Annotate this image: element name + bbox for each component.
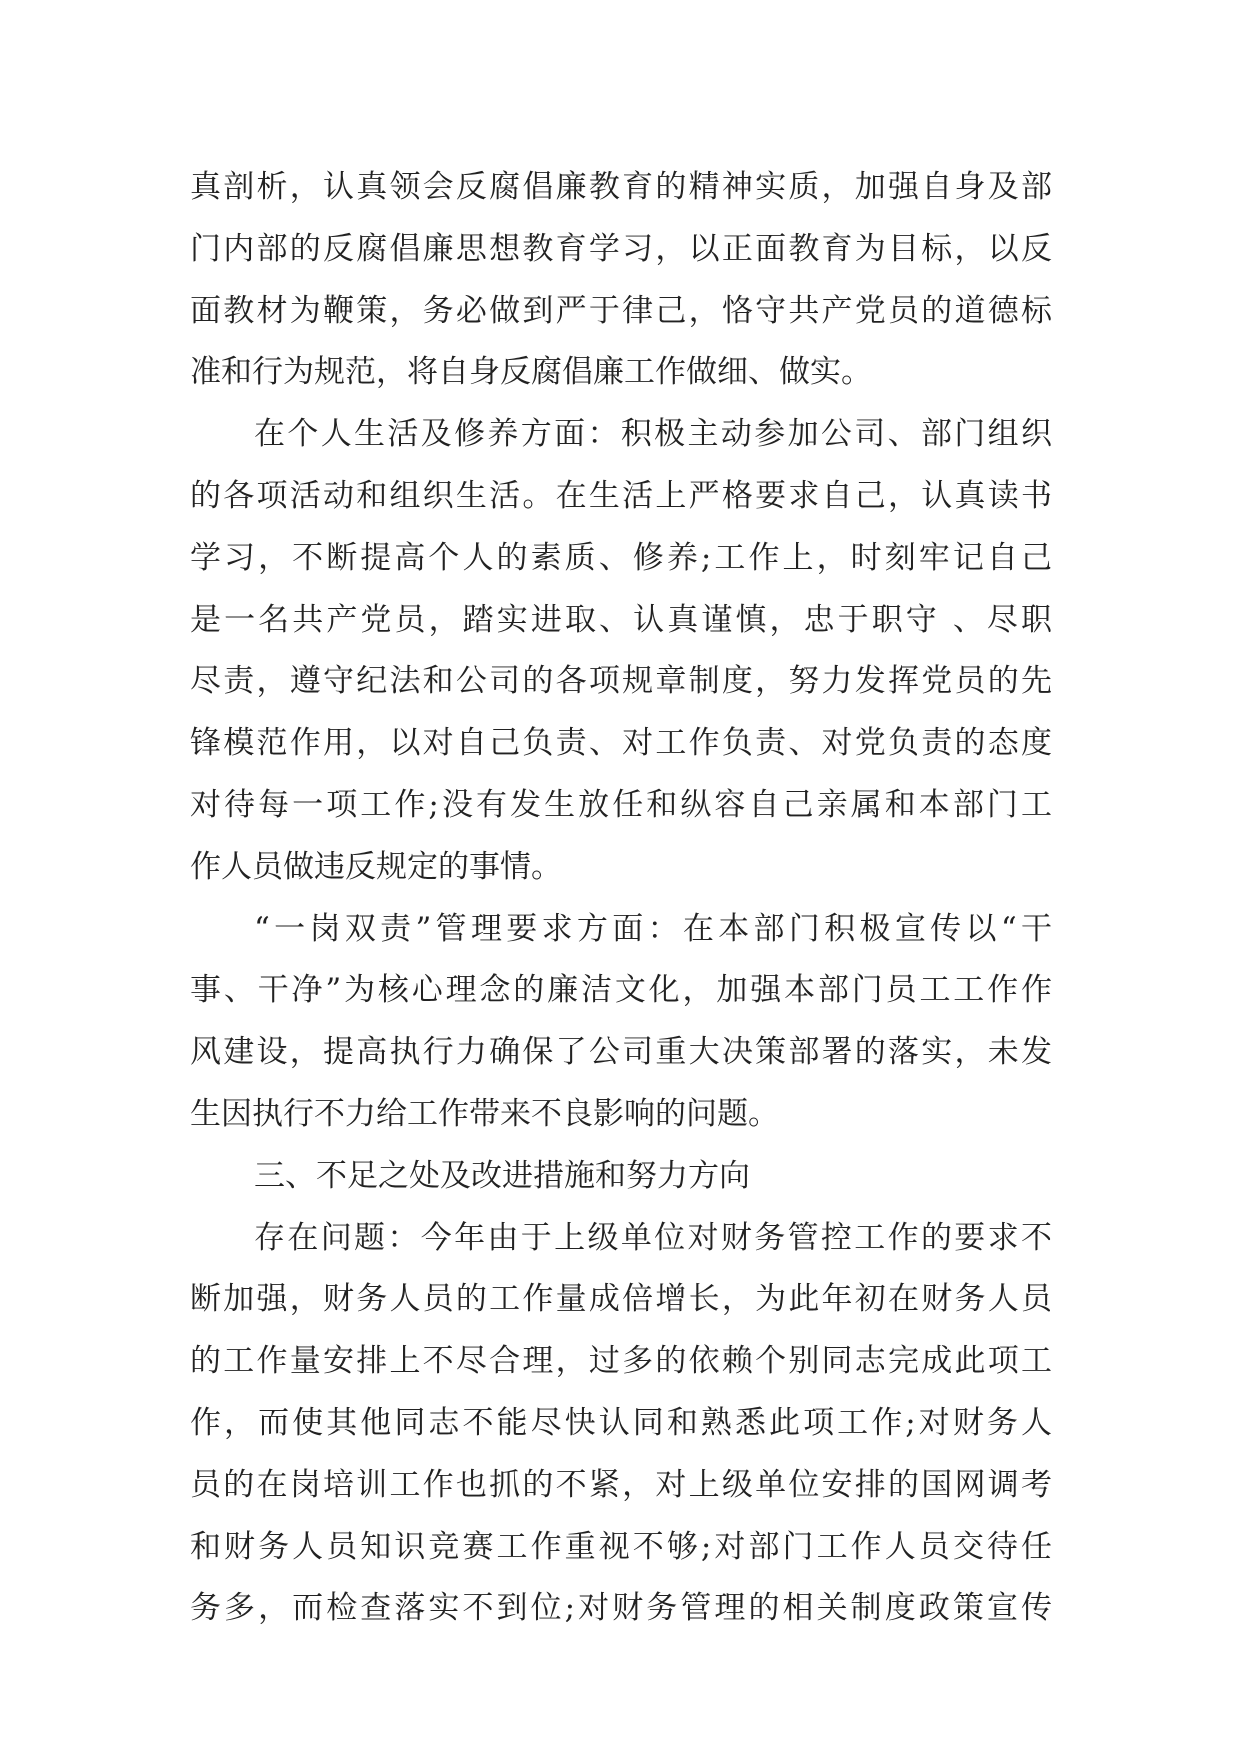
text-line: 断加强，财务人员的工作量成倍增长，为此年初在财务人员 [190,1281,1052,1318]
text-line: 务多，而检查落实不到位;对财务管理的相关制度政策宣传 [190,1590,1052,1627]
text-line: 的工作量安排上不尽合理，过多的依赖个别同志完成此项工 [190,1343,1052,1380]
section-heading-shortcomings [190,1146,1052,1208]
document-body [190,157,1052,1640]
text-line: 作人员做违反规定的事情。 [190,848,562,885]
section-heading: 三、不足之处及改进措施和努力方向 [254,1157,750,1194]
text-line: 存在问题：今年由于上级单位对财务管控工作的要求不 [254,1219,1052,1256]
text-line: 在个人生活及修养方面：积极主动参加公司、部门组织 [254,416,1052,453]
text-line: 生因执行不力给工作带来不良影响的问题。 [190,1095,779,1132]
text-line: 风建设，提高执行力确保了公司重大决策部署的落实，未发 [190,1034,1052,1071]
paragraph-anticorruption-study [190,157,1052,404]
text-line: 准和行为规范，将自身反腐倡廉工作做细、做实。 [190,354,872,391]
text-line: 尽责，遵守纪法和公司的各项规章制度，努力发挥党员的先 [190,663,1052,700]
text-line: 学习，不断提高个人的素质、修养;工作上，时刻牢记自己 [190,539,1052,576]
text-line: 是一名共产党员，踏实进取、认真谨慎，忠于职守 、尽职 [190,601,1052,638]
text-line: “一岗双责”管理要求方面：在本部门积极宣传以“干 [254,910,1052,947]
text-line: 的各项活动和组织生活。在生活上严格要求自己，认真读书 [190,477,1052,514]
text-line: 门内部的反腐倡廉思想教育学习，以正面教育为目标，以反 [190,230,1052,267]
text-line: 真剖析，认真领会反腐倡廉教育的精神实质，加强自身及部 [190,169,1052,205]
text-line: 员的在岗培训工作也抓的不紧，对上级单位安排的国网调考 [190,1466,1052,1503]
paragraph-one-post-two-duties [190,899,1052,1146]
text-line: 事、干净”为核心理念的廉洁文化，加强本部门员工工作作 [190,972,1052,1009]
paragraph-existing-problems [190,1208,1052,1641]
text-line: 面教材为鞭策，务必做到严于律己，恪守共产党员的道德标 [190,292,1052,329]
text-line: 作，而使其他同志不能尽快认同和熟悉此项工作;对财务人 [190,1404,1052,1441]
text-line: 锋模范作用，以对自己负责、对工作负责、对党负责的态度 [190,725,1052,762]
text-line: 对待每一项工作;没有发生放任和纵容自己亲属和本部门工 [190,786,1052,823]
paragraph-personal-life [190,404,1052,898]
text-line: 和财务人员知识竞赛工作重视不够;对部门工作人员交待任 [190,1528,1052,1565]
